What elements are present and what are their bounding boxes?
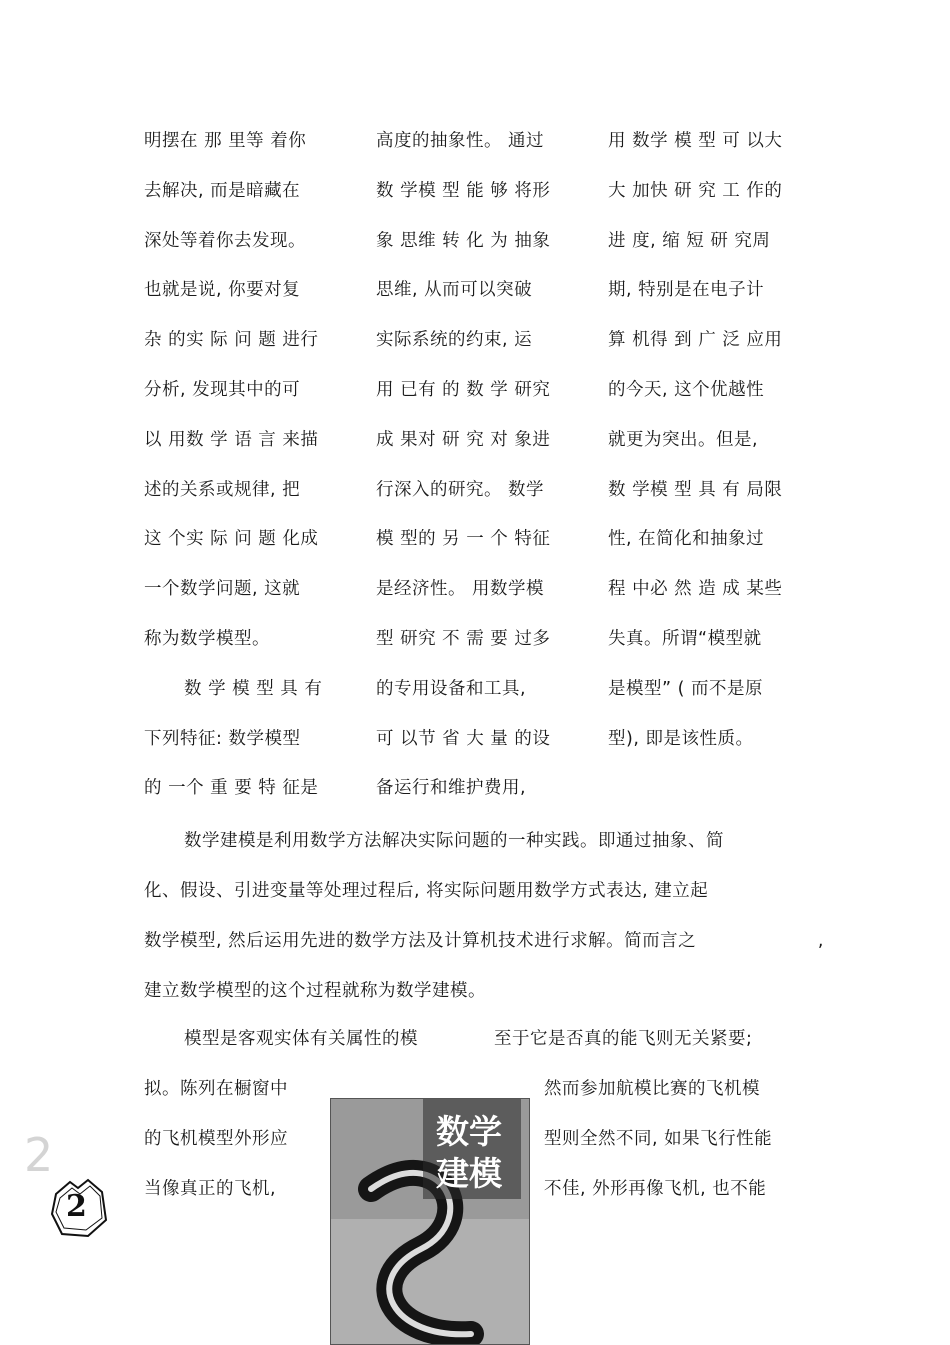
book-cover-image xyxy=(330,1098,530,1345)
text-line: 杂 的实 际 问 题 进行 xyxy=(144,330,319,351)
text-line: 明摆在 那 里等 着你 xyxy=(144,131,307,151)
text-line: 思维, 从而可以突破 xyxy=(376,280,533,301)
text-line: 进 度, 缩 短 研 究周 xyxy=(608,230,771,251)
text-line: 备运行和维护费用, xyxy=(376,778,527,799)
column-left xyxy=(144,117,344,814)
text-line: 数学建模是利用数学方法解决实际问题的一种实践。即通过抽象、简 xyxy=(184,831,724,851)
text-line: 下列特征: 数学模型 xyxy=(144,728,301,749)
text-line: 大 加快 研 究 工 作的 xyxy=(608,180,783,201)
text-line: 行深入的研究。 数学 xyxy=(376,479,545,500)
text-line: 以 用数 学 语 言 来描 xyxy=(144,429,319,450)
text-line: 也就是说, 你要对复 xyxy=(144,280,301,301)
text-line: 算 机得 到 广 泛 应用 xyxy=(608,330,783,351)
column-middle xyxy=(376,117,576,814)
text-line: 是模型” ( 而不是原 xyxy=(608,678,764,699)
text-line: 数 学模 型 具 有 局限 xyxy=(608,479,783,500)
text-line: 称为数学模型。 xyxy=(144,628,270,649)
text-line: 象 思维 转 化 为 抽象 xyxy=(376,230,551,251)
text-line: 的 一个 重 要 特 征是 xyxy=(144,778,319,799)
text-line: 的飞机模型外形应 xyxy=(144,1129,288,1149)
trailing-comma: , xyxy=(817,931,824,951)
text-line: 建立数学模型的这个过程就称为数学建模。 xyxy=(144,981,486,1001)
text-line: 化、假设、引进变量等处理过程后, 将实际问题用数学方式表达, 建立起 xyxy=(144,881,709,901)
text-line: 这 个实 际 问 题 化成 xyxy=(144,529,319,550)
column-right xyxy=(608,117,818,764)
text-line: 数 学模 型 能 够 将形 xyxy=(376,180,551,201)
lower-right-text xyxy=(494,1014,824,1214)
text-line: 就更为突出。但是, xyxy=(608,429,759,450)
text-line: 述的关系或规律, 把 xyxy=(144,479,301,500)
page-number-ghost: 2 xyxy=(24,1128,54,1182)
text-line: 不佳, 外形再像飞机, 也不能 xyxy=(544,1179,767,1199)
text-line: 当像真正的飞机, xyxy=(144,1179,277,1199)
text-line: 是经济性。 用数学模 xyxy=(376,579,545,600)
text-line: 然而参加航模比赛的飞机模 xyxy=(544,1079,760,1099)
text-line: 实际系统的约束, 运 xyxy=(376,330,533,351)
text-line: 模 型的 另 一 个 特征 xyxy=(376,529,551,550)
text-line: 用 已有 的 数 学 研究 xyxy=(376,379,551,400)
text-line: 用 数学 模 型 可 以大 xyxy=(608,131,783,151)
text-line: 去解决, 而是暗藏在 xyxy=(144,180,301,201)
text-line: 一个数学问题, 这就 xyxy=(144,579,301,600)
text-line: 深处等着你去发现。 xyxy=(144,230,306,251)
text-line: 可 以节 省 大 量 的设 xyxy=(376,728,551,749)
text-line: 高度的抽象性。 通过 xyxy=(376,131,545,151)
text-line: 期, 特别是在电子计 xyxy=(608,280,765,301)
text-line: 拟。陈列在橱窗中 xyxy=(144,1079,288,1099)
text-line: 分析, 发现其中的可 xyxy=(144,379,301,400)
text-line: 失真。所谓“模型就 xyxy=(608,628,762,649)
cover-title: 数学 建模 xyxy=(436,1112,502,1193)
text-line: 数 学 模 型 具 有 xyxy=(184,678,323,699)
text-line: 的专用设备和工具, xyxy=(376,678,527,699)
page-number: 2 xyxy=(66,1189,87,1224)
text-span: 数学模型, 然后运用先进的数学方法及计算机技术进行求解。简而言之 xyxy=(144,931,697,951)
text-line: 型则全然不同, 如果飞行性能 xyxy=(544,1129,773,1149)
text-line: 成 果对 研 究 对 象进 xyxy=(376,429,551,450)
text-line: 程 中必 然 造 成 某些 xyxy=(608,579,783,600)
text-line: 的今天, 这个优越性 xyxy=(608,379,765,400)
text-line: 性, 在简化和抽象过 xyxy=(608,529,765,550)
text-line: 型 研究 不 需 要 过多 xyxy=(376,628,551,649)
text-line: 模型是客观实体有关属性的模 xyxy=(184,1029,418,1049)
text-line: 型), 即是该性质。 xyxy=(608,728,754,749)
paragraph-math-modeling xyxy=(144,816,824,1016)
text-line: 至于它是否真的能飞则无关紧要; xyxy=(494,1029,753,1049)
text-line xyxy=(144,916,824,966)
